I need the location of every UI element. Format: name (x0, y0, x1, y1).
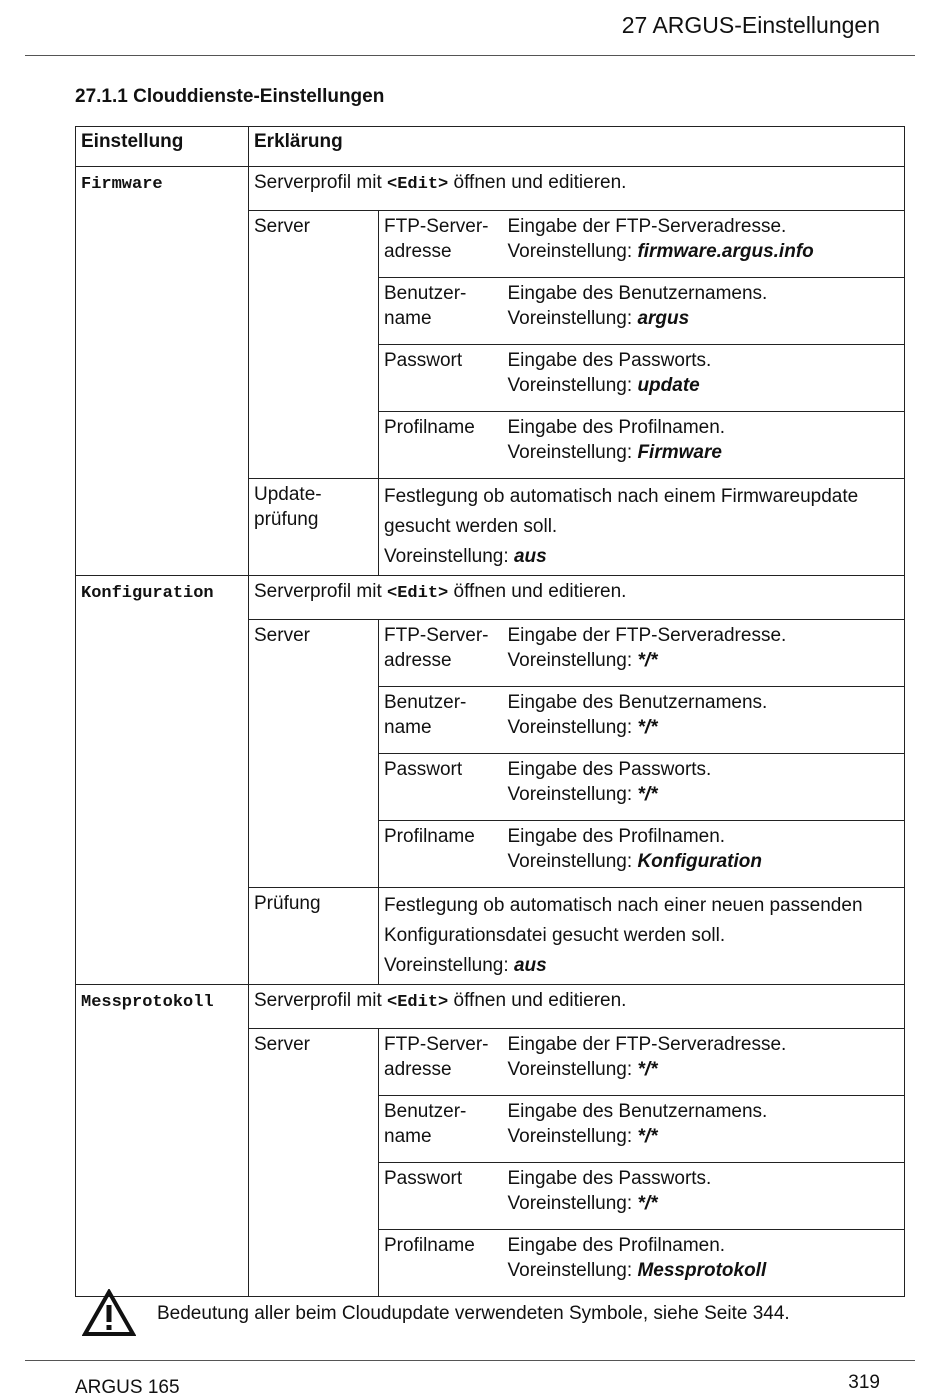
warning-icon (82, 1289, 136, 1337)
field-name-line: adresse (384, 1059, 452, 1080)
default-label: Voreinstellung: (384, 546, 509, 567)
note-text: Bedeutung aller beim Cloudupdate verwendeten Symbole, siehe Seite 344. (157, 1303, 790, 1324)
field-description-line: Eingabe des Passworts. (507, 759, 712, 780)
field-description-line: Eingabe des Profilnamen. (507, 826, 726, 847)
setting-intro (249, 576, 905, 620)
field-name (379, 1230, 503, 1297)
intro-text: öffnen und editieren. (453, 990, 627, 1011)
footer-product: ARGUS 165 (75, 1377, 180, 1398)
field-name (379, 412, 503, 479)
page-number: 319 (848, 1372, 880, 1393)
check-label (249, 888, 379, 985)
field-name-line: Passwort (384, 350, 463, 371)
default-value: aus (513, 955, 547, 976)
field-name-line: Profilname (384, 826, 475, 847)
field-name (379, 1029, 503, 1096)
setting-name (76, 985, 249, 1297)
column-header-explanation: Erklärung (249, 127, 905, 167)
intro-text: Serverprofil mit (254, 172, 382, 193)
field-name-line: FTP-Server- (384, 625, 489, 646)
field-description-line: Eingabe der FTP-Serveradresse. (507, 1034, 787, 1055)
default-value: */* (637, 717, 658, 738)
field-description (503, 1163, 905, 1230)
column-header-setting: Einstellung (76, 127, 249, 167)
check-text-line: Konfigurationsdatei gesucht werden soll. (384, 925, 726, 946)
field-description-line: Eingabe des Profilnamen. (507, 1235, 726, 1256)
field-name-line: Profilname (384, 1235, 475, 1256)
default-value: */* (637, 1059, 658, 1080)
field-description-line: Eingabe des Benutzernamens. (507, 283, 768, 304)
field-description (503, 1230, 905, 1297)
chapter-title: 27 ARGUS-Einstellungen (621, 12, 880, 38)
table-row (76, 167, 905, 211)
intro-text: Serverprofil mit (254, 581, 382, 602)
field-description-line: Eingabe der FTP-Serveradresse. (507, 625, 787, 646)
default-value: Messprotokoll (637, 1260, 767, 1281)
field-name-line: adresse (384, 241, 452, 262)
field-name-line: Passwort (384, 759, 463, 780)
check-label-line: Prüfung (254, 893, 321, 914)
field-name-line: adresse (384, 650, 452, 671)
setting-intro (249, 985, 905, 1029)
table-row (76, 576, 905, 620)
default-label: Voreinstellung: (507, 717, 633, 738)
check-text-line: Festlegung ob automatisch nach einem Firmwareupdate (384, 486, 859, 507)
server-label (249, 1029, 379, 1297)
field-name-line: Benutzer- (384, 1101, 467, 1122)
field-description (503, 754, 905, 821)
default-label: Voreinstellung: (507, 1126, 633, 1147)
setting-label: Messprotokoll (81, 993, 214, 1012)
server-label-text: Server (254, 1034, 310, 1055)
setting-name (76, 576, 249, 985)
check-description (379, 888, 905, 985)
field-name-line: name (384, 717, 432, 738)
default-label: Voreinstellung: (507, 1193, 633, 1214)
field-description (503, 1096, 905, 1163)
field-name (379, 620, 503, 687)
field-name (379, 687, 503, 754)
field-name (379, 1163, 503, 1230)
field-name (379, 821, 503, 888)
default-label: Voreinstellung: (507, 442, 633, 463)
default-value: argus (637, 308, 690, 329)
section-title: 27.1.1 Clouddienste-Einstellungen (75, 86, 385, 107)
intro-text: öffnen und editieren. (453, 581, 627, 602)
default-label: Voreinstellung: (507, 241, 633, 262)
default-value: aus (513, 546, 547, 567)
field-name-line: Profilname (384, 417, 475, 438)
default-label: Voreinstellung: (384, 955, 509, 976)
check-label-line: Update- (254, 484, 322, 505)
field-name-line: FTP-Server- (384, 216, 489, 237)
check-label (249, 479, 379, 576)
field-description (503, 821, 905, 888)
field-name (379, 345, 503, 412)
setting-label: Firmware (81, 175, 163, 194)
header-rule (25, 55, 915, 56)
field-name (379, 278, 503, 345)
intro-text: öffnen und editieren. (453, 172, 627, 193)
edit-key-label: <Edit> (387, 175, 449, 194)
field-description (503, 278, 905, 345)
field-description (503, 687, 905, 754)
field-description (503, 211, 905, 278)
server-label (249, 620, 379, 888)
check-label-line: prüfung (254, 509, 319, 530)
default-value: */* (637, 650, 658, 671)
default-label: Voreinstellung: (507, 1059, 633, 1080)
intro-text: Serverprofil mit (254, 990, 382, 1011)
field-name-line: Passwort (384, 1168, 463, 1189)
field-name-line: FTP-Server- (384, 1034, 489, 1055)
footer-rule (25, 1360, 915, 1361)
field-name-line: Benutzer- (384, 283, 467, 304)
default-label: Voreinstellung: (507, 375, 633, 396)
default-value: update (637, 375, 700, 396)
setting-label: Konfiguration (81, 584, 214, 603)
table-row (76, 985, 905, 1029)
field-description (503, 1029, 905, 1096)
field-name-line: name (384, 1126, 432, 1147)
field-description-line: Eingabe des Benutzernamens. (507, 692, 768, 713)
default-value: */* (637, 1193, 658, 1214)
default-label: Voreinstellung: (507, 851, 633, 872)
check-text-line: gesucht werden soll. (384, 516, 558, 537)
field-description (503, 620, 905, 687)
default-value: Konfiguration (637, 851, 762, 872)
field-description-line: Eingabe der FTP-Serveradresse. (507, 216, 787, 237)
default-label: Voreinstellung: (507, 650, 633, 671)
server-label-text: Server (254, 625, 310, 646)
field-name (379, 211, 503, 278)
field-description-line: Eingabe des Profilnamen. (507, 417, 726, 438)
server-label (249, 211, 379, 479)
field-description-line: Eingabe des Passworts. (507, 1168, 712, 1189)
default-label: Voreinstellung: (507, 784, 633, 805)
server-label-text: Server (254, 216, 310, 237)
default-label: Voreinstellung: (507, 308, 633, 329)
setting-intro (249, 167, 905, 211)
edit-key-label: <Edit> (387, 584, 449, 603)
field-description-line: Eingabe des Benutzernamens. (507, 1101, 768, 1122)
field-name (379, 754, 503, 821)
field-name-line: Benutzer- (384, 692, 467, 713)
default-value: */* (637, 1126, 658, 1147)
field-description-line: Eingabe des Passworts. (507, 350, 712, 371)
table-header-row (76, 127, 905, 167)
field-description (503, 345, 905, 412)
settings-table (75, 126, 905, 1297)
field-name-line: name (384, 308, 432, 329)
default-value: firmware.argus.info (637, 241, 814, 262)
default-label: Voreinstellung: (507, 1260, 633, 1281)
check-text-line: Festlegung ob automatisch nach einer neuen passenden (384, 895, 863, 916)
default-value: */* (637, 784, 658, 805)
edit-key-label: <Edit> (387, 993, 449, 1012)
field-description (503, 412, 905, 479)
check-description (379, 479, 905, 576)
setting-name (76, 167, 249, 576)
default-value: Firmware (637, 442, 722, 463)
field-name (379, 1096, 503, 1163)
